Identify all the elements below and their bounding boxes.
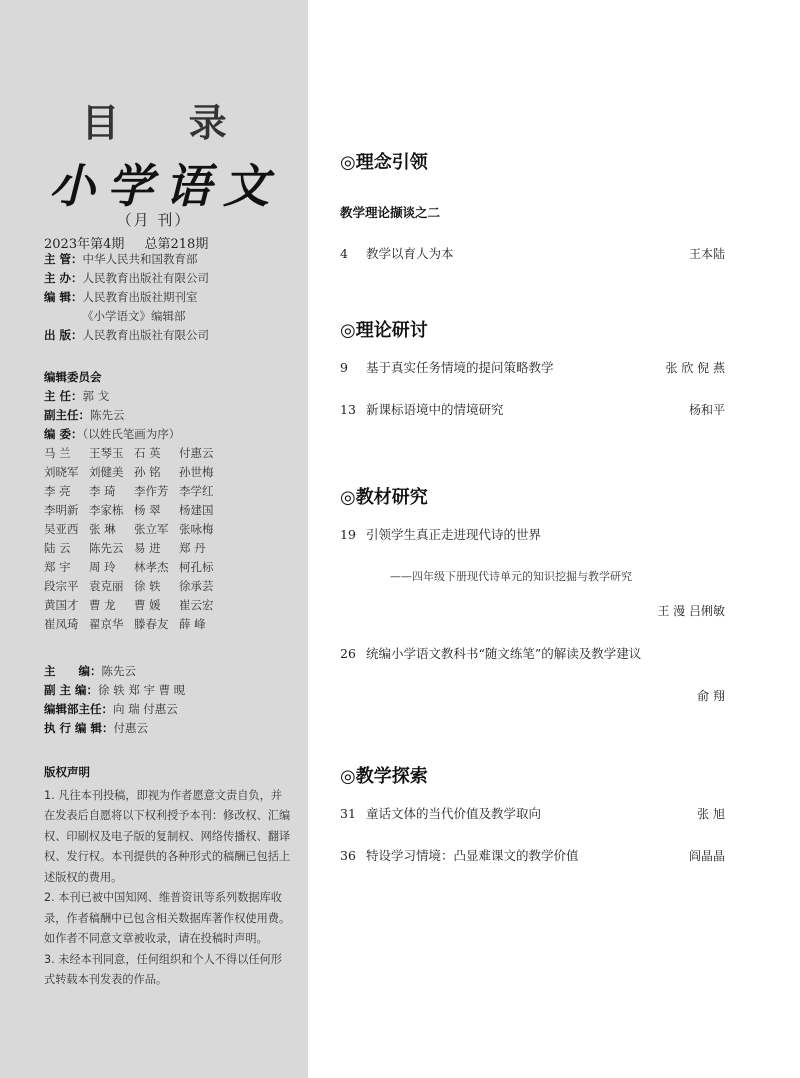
article-author: 王本陆 — [688, 247, 725, 261]
editor-row: 副 主 编：徐 轶 郑 宇 曹 晛 — [44, 683, 186, 697]
committee-member: 石 英 — [134, 446, 161, 460]
publisher-info — [44, 250, 209, 345]
committee-member: 付惠云 — [179, 446, 214, 460]
editor-row: 编辑部主任：向 瑞 付惠云 — [44, 702, 178, 716]
section-heading: ◎理论研讨 — [340, 320, 428, 341]
committee-member: 徐承芸 — [179, 579, 214, 593]
editor-row: 执 行 编 辑：付惠云 — [44, 721, 149, 735]
committee-member: 林孝杰 — [134, 560, 169, 574]
article-author: 王 漫 吕俐敏 — [657, 604, 725, 618]
committee-member: 马 兰 — [44, 446, 71, 460]
committee-member: 张立军 — [134, 522, 169, 536]
committee-member: 刘健美 — [89, 465, 124, 479]
committee-director: 主 任：郭 戈 — [44, 389, 110, 403]
page-number: 26 — [340, 646, 356, 661]
committee-member: 李 亮 — [44, 484, 71, 498]
committee-vice-director: 副主任：陈先云 — [44, 408, 125, 422]
editorial-committee — [44, 368, 224, 634]
toc-entry[interactable] — [340, 400, 725, 418]
copyright-item: 1. 凡往本刊投稿，即视为作者愿意文责自负，并在发表后自愿将以下权利授予本刊：修改权、汇编权、印刷权及电子版的复制权、网络传播权、翻译权、发行权。本刊提供的各种形式的稿酬已包括上述版权的费用。 — [44, 788, 291, 884]
committee-member: 柯孔标 — [179, 560, 214, 574]
copyright-notice — [44, 762, 292, 991]
publisher-row: 编 辑：人民教育出版社期刊室 — [44, 290, 198, 304]
committee-member: 袁克丽 — [89, 579, 124, 593]
article-title: 新课标语境中的情境研究 — [365, 402, 504, 417]
section-heading: ◎教学探索 — [340, 766, 428, 787]
committee-member: 陈先云 — [89, 541, 124, 555]
issue-number: 2023年第4期 — [44, 237, 125, 252]
page-number: 31 — [340, 806, 356, 821]
toc-entry[interactable] — [340, 804, 725, 822]
committee-member: 易 进 — [134, 541, 161, 555]
toc-entry[interactable] — [340, 846, 725, 864]
committee-member: 段宗平 — [44, 579, 79, 593]
article-author: 阎晶晶 — [688, 849, 725, 863]
committee-member: 崔凤琦 — [44, 617, 79, 631]
article-title: 引领学生真正走进现代诗的世界 — [365, 527, 541, 542]
page-number: 36 — [340, 848, 356, 863]
committee-member: 曹 媛 — [134, 598, 161, 612]
committee-member: 徐 轶 — [134, 579, 161, 593]
committee-member-grid — [44, 444, 224, 634]
magazine-title: 小学语文 — [49, 159, 281, 213]
publisher-row: 《小学语文》编辑部 — [82, 309, 186, 323]
committee-member: 李作芳 — [134, 484, 169, 498]
article-author: 张 旭 — [697, 807, 725, 821]
committee-member: 孙 铭 — [134, 465, 161, 479]
article-title: 基于真实任务情境的提问策略教学 — [365, 360, 554, 375]
committee-member: 李 琦 — [89, 484, 116, 498]
committee-member: 张咏梅 — [179, 522, 214, 536]
committee-member: 杨建国 — [179, 503, 214, 517]
toc-entry[interactable] — [340, 644, 725, 662]
committee-member: 滕春友 — [134, 617, 169, 631]
copyright-item: 3. 未经本刊同意，任何组织和个人不得以任何形式转载本刊发表的作品。 — [44, 952, 282, 986]
committee-member: 刘晓军 — [44, 465, 79, 479]
committee-member: 李学红 — [179, 484, 214, 498]
publisher-row: 主 管：中华人民共和国教育部 — [44, 252, 198, 266]
toc-title: 目 录 — [81, 100, 255, 145]
article-subtitle: ——四年级下册现代诗单元的知识挖掘与教学研究 — [390, 570, 632, 583]
committee-member: 郑 宇 — [44, 560, 71, 574]
committee-member: 张 琳 — [89, 522, 116, 536]
publisher-row: 出 版：人民教育出版社有限公司 — [44, 328, 210, 342]
editor-row: 主 编：陈先云 — [44, 664, 136, 678]
committee-member: 孙世梅 — [179, 465, 214, 479]
publisher-row: 主 办：人民教育出版社有限公司 — [44, 271, 210, 285]
committee-heading: 编辑委员会 — [44, 370, 102, 384]
committee-member: 陆 云 — [44, 541, 71, 555]
frequency-label: （月 刊） — [116, 211, 192, 229]
page-number: 4 — [340, 246, 348, 261]
page-number: 9 — [340, 360, 348, 375]
committee-member: 杨 翠 — [134, 503, 161, 517]
committee-member: 李家栋 — [89, 503, 124, 517]
article-title: 特设学习情境：凸显难课文的教学价值 — [365, 848, 579, 863]
article-author: 张 欣 倪 燕 — [665, 361, 725, 375]
copyright-item: 2. 本刊已被中国知网、维普资讯等系列数据库收录，作者稿酬中已包含相关数据库著作权使用费。如作者不同意文章被收录，请在投稿时声明。 — [44, 891, 291, 945]
committee-member: 王琴玉 — [89, 446, 124, 460]
article-title: 童话文体的当代价值及教学取向 — [365, 806, 541, 821]
editorial-staff — [44, 662, 185, 738]
committee-members-label: 编 委：（以姓氏笔画为序） — [44, 427, 181, 441]
committee-member: 吴亚西 — [44, 522, 79, 536]
toc-entry[interactable] — [340, 525, 725, 543]
committee-member: 李明新 — [44, 503, 79, 517]
article-title: 教学以育人为本 — [365, 246, 454, 261]
article-author: 俞 翔 — [697, 689, 725, 703]
committee-member: 薛 峰 — [179, 617, 206, 631]
page-number: 13 — [340, 402, 356, 417]
committee-member: 周 玲 — [89, 560, 116, 574]
toc-entry[interactable] — [340, 244, 725, 262]
issue-total: 总第218期 — [144, 237, 209, 252]
committee-member: 郑 丹 — [179, 541, 206, 555]
article-title: 统编小学语文教科书“随文练笔”的解读及教学建议 — [365, 646, 642, 661]
section-heading: ◎理念引领 — [340, 152, 428, 173]
copyright-heading: 版权声明 — [44, 765, 90, 779]
committee-member: 曹 龙 — [89, 598, 116, 612]
committee-member: 崔云宏 — [179, 598, 214, 612]
page-number: 19 — [340, 527, 356, 542]
section-subheading: 教学理论撷谈之二 — [340, 205, 441, 220]
committee-member: 黄国才 — [44, 598, 79, 612]
article-author: 杨和平 — [688, 403, 725, 417]
section-heading: ◎教材研究 — [340, 487, 428, 508]
committee-member: 翟京华 — [89, 617, 124, 631]
